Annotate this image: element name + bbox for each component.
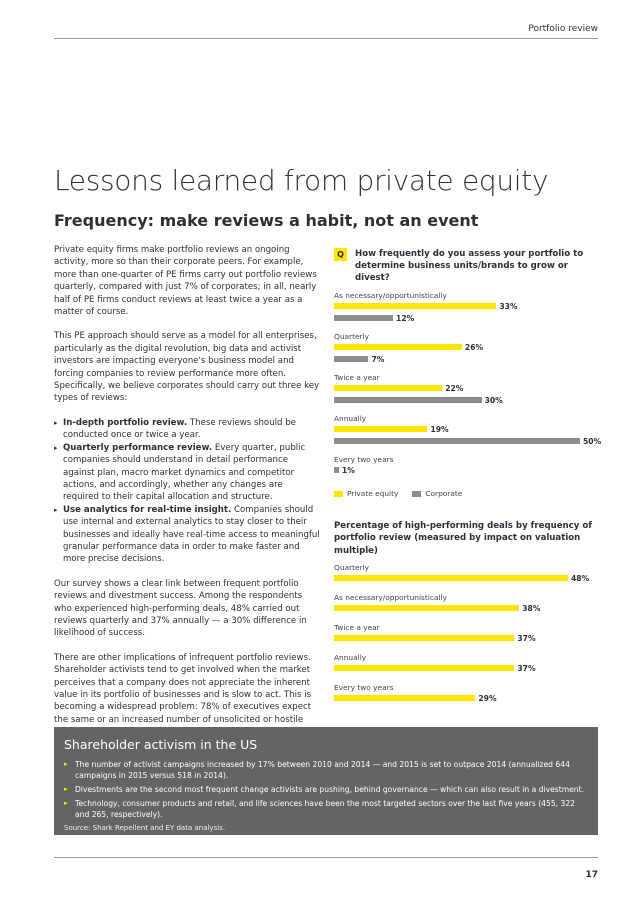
bar	[334, 397, 482, 403]
bar	[334, 385, 442, 391]
category-label: Every two years	[334, 455, 394, 464]
bar-row	[334, 663, 598, 677]
bar	[334, 303, 496, 309]
body-text-column	[54, 244, 320, 751]
bar-value-label: 29%	[478, 694, 497, 704]
bar-value-label: 12%	[396, 314, 415, 323]
chart-legend	[334, 489, 598, 498]
list-item-lead: Use analytics for real-time insight.	[63, 504, 232, 515]
bar-row	[334, 424, 598, 436]
page-subtitle: Frequency: make reviews a habit, not an event	[54, 211, 479, 230]
bar-row	[334, 436, 602, 448]
bar-row	[334, 603, 598, 617]
bar	[334, 426, 427, 432]
list-item-text: Companies should use internal and external analytics to stay closer to their businesses and ideally have real-time access to meaningful granular performance data in order to make faster and more precise decisions.	[63, 504, 320, 565]
list-item-lead: In-depth portfolio review.	[63, 417, 188, 428]
category-label: Twice a year	[334, 623, 380, 633]
chart-title: How frequently do you assess your portfolio to determine business units/brands to grow or divest?	[355, 249, 584, 283]
bar	[334, 438, 580, 444]
list-item	[54, 504, 320, 566]
list-item	[54, 417, 320, 442]
review-types-list	[54, 417, 320, 566]
question-badge: Q	[334, 248, 347, 261]
bar-value-label: 37%	[517, 664, 536, 674]
list-item-text: These reviews should be conducted once or twice a year.	[63, 417, 296, 441]
top-divider	[54, 38, 598, 39]
bar-value-label: 19%	[430, 425, 449, 434]
box-title: Shareholder activism in the US	[64, 737, 258, 752]
bar-row	[334, 301, 598, 313]
shareholder-activism-box	[54, 727, 598, 835]
bar-value-label: 38%	[522, 604, 541, 614]
category-label: Quarterly	[334, 563, 369, 573]
body-paragraph: Our survey shows a clear link between frequent portfolio reviews and divestment success. Among the respondents who experienced high-performing deals, 48% carried out reviews quarterly and 37% annually — a 30% difference in likelihood of success.	[54, 578, 307, 639]
bar-value-label: 7%	[371, 355, 385, 364]
page-number: 17	[585, 870, 598, 880]
body-paragraph: This PE approach should serve as a model for all enterprises, particularly as the digital revolution, big data and activist investors are impacting everyone's business model and forcing companies to review performance more often. Specifically, we believe corporates should carry out three key types of reviews:	[54, 331, 320, 404]
list-item	[54, 442, 320, 504]
bar	[334, 356, 368, 362]
category-label: Annually	[334, 414, 367, 423]
frequency-chart	[334, 248, 602, 498]
category-label: As necessary/opportunistically	[334, 291, 447, 300]
bar	[334, 635, 514, 641]
category-label: Annually	[334, 653, 367, 663]
bar-value-label: 1%	[341, 466, 355, 475]
bar-value-label: 22%	[445, 384, 464, 393]
bar-row	[334, 693, 598, 707]
bar	[334, 344, 462, 350]
box-list	[64, 759, 588, 820]
body-paragraph: Private equity firms make portfolio reviews an ongoing activity, more so than their corporate peers. For example, more than one-quarter of PE firms carry out portfolio reviews quarterly, compared with just 7% of corporates; in all, nearly half of PE firms conduct reviews at least twice a year as a matter of course.	[54, 245, 317, 318]
list-item-lead: Quarterly performance review.	[63, 442, 213, 453]
category-label: Every two years	[334, 683, 394, 693]
bar-row	[334, 465, 598, 477]
bar-value-label: 48%	[571, 574, 590, 584]
bar-value-label: 26%	[464, 343, 484, 352]
box-list-item: ▸ Technology, consumer products and retail, and life sciences have been the most targeted sectors over the last five years (455, 322 and 265, respectively).	[64, 798, 588, 820]
bar	[334, 695, 475, 701]
bar-row	[334, 633, 598, 647]
legend-swatch	[334, 491, 343, 497]
legend-label: Corporate	[425, 489, 463, 498]
legend-item	[412, 489, 462, 498]
legend-swatch	[412, 491, 421, 497]
running-head: Portfolio review	[528, 24, 598, 34]
list-item-text: Every quarter, public companies should understand in detail performance against plan, macro market dynamics and competitor actions, and accordingly, whether any changes are required to their capital allocation and structure.	[63, 442, 306, 503]
bar-row	[334, 383, 598, 395]
box-list-item: ▸ Divestments are the second most frequent change activists are pushing, behind governance — which can also result in a divestment.	[64, 784, 588, 795]
chart-title: Percentage of high-performing deals by frequency of portfolio review (measured by impact on valuation multiple)	[334, 521, 593, 556]
body-paragraph: There are other implications of infrequent portfolio reviews. Shareholder activists tend to get involved when the market perceives that a company does not appreciate the inherent value in its portfolio of businesses and is slow to act. This is becoming a widespread problem: 78% of executives expect the same or an increased number of unsolicited or hostile	[54, 652, 312, 725]
bar-row	[334, 573, 598, 587]
bar	[334, 467, 339, 473]
bar	[334, 575, 568, 581]
page-title: Lessons learned from private equity	[54, 164, 549, 197]
bar-row	[334, 313, 598, 325]
high-performing-deals-chart	[334, 520, 598, 707]
chart-question	[334, 248, 598, 284]
bottom-divider	[54, 857, 598, 858]
bar-value-label: 30%	[484, 396, 503, 405]
category-label: As necessary/opportunistically	[334, 593, 447, 603]
bar-value-label: 37%	[517, 634, 536, 644]
box-source: Source: Shark Repellent and EY data analysis.	[64, 824, 226, 832]
box-list-item: ▸ The number of activist campaigns increased by 17% between 2010 and 2014 — and 2015 is set to outpace 2014 (annualized 644 campaigns in 2015 versus 518 in 2014).	[64, 759, 588, 781]
bar	[334, 605, 519, 611]
chart-bars	[334, 290, 602, 477]
bar	[334, 315, 393, 321]
bar-value-label: 33%	[499, 302, 518, 311]
bar-value-label: 50%	[583, 437, 602, 446]
legend-item	[334, 489, 398, 498]
bar	[334, 665, 514, 671]
bar-row	[334, 354, 598, 366]
bar-row	[334, 342, 598, 354]
legend-label: Private equity	[347, 489, 399, 498]
chart-bars	[334, 562, 598, 707]
bar-row	[334, 395, 598, 407]
category-label: Quarterly	[334, 332, 369, 341]
category-label: Twice a year	[334, 373, 380, 382]
